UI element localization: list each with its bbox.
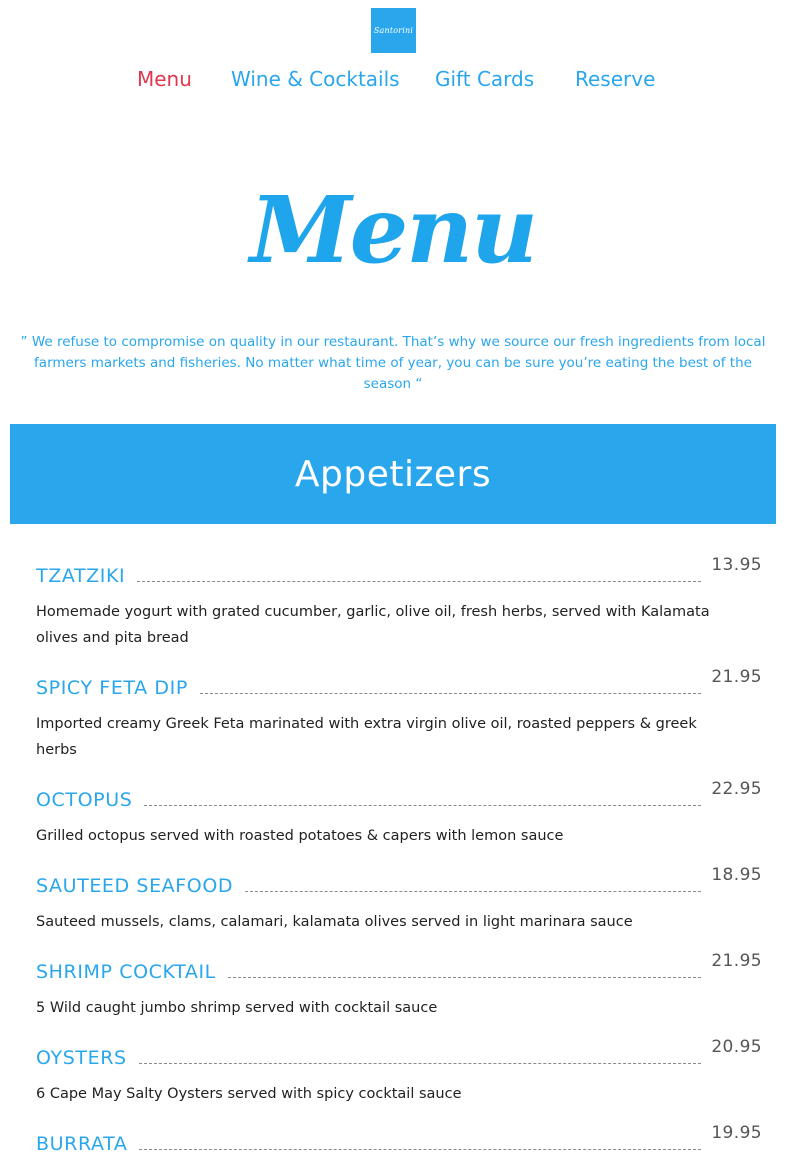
menu-item bbox=[36, 664, 762, 763]
nav-item-wine-cocktails[interactable]: Wine & Cocktails bbox=[231, 67, 400, 91]
item-name: SPICY FETA DIP bbox=[36, 677, 188, 699]
main-nav bbox=[0, 64, 786, 96]
item-description: 5 Wild caught jumbo shrimp served with cocktail sauce bbox=[36, 1000, 438, 1016]
dotted-leader bbox=[139, 1062, 702, 1064]
dotted-leader bbox=[144, 804, 701, 806]
item-description: Grilled octopus served with roasted potatoes & capers with lemon sauce bbox=[36, 828, 564, 844]
dotted-leader bbox=[228, 976, 701, 978]
item-description: Homemade yogurt with grated cucumber, garlic, olive oil, fresh herbs, served with Kalamata olives and pita bread bbox=[36, 604, 710, 646]
item-price: 21.95 bbox=[711, 951, 762, 971]
page-title: Menu bbox=[249, 176, 537, 284]
menu-item bbox=[36, 1120, 762, 1156]
item-price: 18.95 bbox=[711, 865, 762, 885]
dotted-leader bbox=[139, 1148, 701, 1150]
item-price: 13.95 bbox=[711, 555, 762, 575]
menu-item bbox=[36, 948, 762, 1021]
intro-quote: ” We refuse to compromise on quality in our restaurant. That’s why we source our fresh ingredients from local farmers markets and fisheries. No matter what time of year, you can be sure you’re eating the best of the season “ bbox=[20, 334, 766, 392]
nav-item-gift-cards[interactable]: Gift Cards bbox=[435, 67, 535, 91]
dotted-leader bbox=[245, 890, 701, 892]
item-price: 21.95 bbox=[711, 667, 762, 687]
item-name: TZATZIKI bbox=[36, 565, 126, 587]
dotted-leader bbox=[200, 692, 701, 694]
menu-item bbox=[36, 1034, 762, 1107]
item-name: SHRIMP COCKTAIL bbox=[36, 961, 216, 983]
item-description: Imported creamy Greek Feta marinated with extra virgin olive oil, roasted peppers & greek herbs bbox=[36, 716, 697, 758]
menu-item bbox=[36, 552, 762, 651]
item-price: 19.95 bbox=[711, 1123, 762, 1143]
menu-list bbox=[36, 552, 762, 1156]
menu-item bbox=[36, 862, 762, 935]
logo[interactable] bbox=[371, 8, 416, 53]
item-name: OCTOPUS bbox=[36, 789, 133, 811]
item-name: OYSTERS bbox=[36, 1047, 127, 1069]
item-name: BURRATA bbox=[36, 1133, 128, 1155]
item-price: 22.95 bbox=[711, 779, 762, 799]
menu-item bbox=[36, 776, 762, 849]
item-description: 6 Cape May Salty Oysters served with spicy cocktail sauce bbox=[36, 1086, 462, 1102]
section-title: Appetizers bbox=[294, 453, 492, 495]
section-banner bbox=[10, 424, 776, 524]
logo-text: Santorini bbox=[373, 26, 414, 35]
nav-item-menu[interactable]: Menu bbox=[137, 67, 192, 91]
nav-item-reserve[interactable]: Reserve bbox=[575, 67, 656, 91]
item-name: SAUTEED SEAFOOD bbox=[36, 875, 234, 897]
item-description: Sauteed mussels, clams, calamari, kalamata olives served in light marinara sauce bbox=[36, 914, 633, 930]
dotted-leader bbox=[137, 580, 701, 582]
item-price: 20.95 bbox=[711, 1037, 762, 1057]
